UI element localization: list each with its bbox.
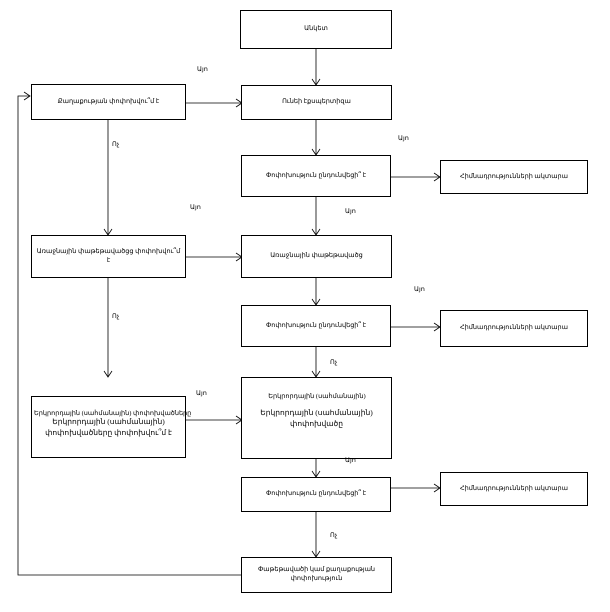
node-result-1-label: Հիմնադրությունների ակտարա <box>459 172 568 180</box>
edge-label-yes-4: Այո <box>345 208 356 215</box>
node-check-accepted-1 <box>241 155 391 197</box>
overlay-secondary-right: Երկրորդային (սահմանային) <box>268 393 366 400</box>
node-secondary-param <box>241 377 392 459</box>
node-question-policy-change <box>31 84 186 120</box>
node-new-expertise <box>241 85 392 120</box>
node-check-accepted-2 <box>241 305 391 347</box>
node-result-3-label: Հիմնադրությունների ակտարա <box>459 484 568 492</box>
overlay-secondary-left: Երկրորդային (սահմանային) փոփոխվածները <box>34 410 192 417</box>
node-primary-param <box>241 235 392 278</box>
edge-label-yes-7: Այո <box>345 457 356 464</box>
edge-label-no-2: Ոչ <box>112 313 120 320</box>
edge-label-yes-2: Այո <box>398 135 409 142</box>
edge-label-yes-5: Այո <box>414 286 425 293</box>
edge-label-no-3: Ոչ <box>330 359 338 366</box>
node-start <box>240 10 392 49</box>
edge-label-yes-1: Այո <box>197 66 208 73</box>
node-check-accepted-3-label: Փոփոխություն ընդունվեցի՞ է <box>265 490 367 498</box>
node-check-accepted-1-label: Փոփոխություն ընդունվեցի՞ է <box>265 171 367 179</box>
node-result-3 <box>440 472 588 506</box>
node-question-primary-param-label: Առաջնային փաթեթավածցց փոփոխվու՞մ է <box>36 247 181 264</box>
node-question-policy-change-label: Քաղաքության փոփոխվու՞մ է <box>57 97 160 105</box>
node-secondary-param-label: Երկրորդային (սահմանային) փոփոխվածը <box>260 407 373 428</box>
node-result-2 <box>440 310 588 347</box>
edge-label-no-4: Ոչ <box>330 532 338 539</box>
edge-label-no-1: Ոչ <box>112 141 120 148</box>
node-check-accepted-3 <box>241 477 391 512</box>
node-end-label: Փաթեթավածի կամ քաղաքության փոփոխություն <box>257 566 376 582</box>
edge-label-yes-3: Այո <box>190 204 201 211</box>
node-start-label: Անկետ <box>304 25 328 33</box>
edge-label-yes-6: Այո <box>196 390 207 397</box>
node-question-secondary-param-label: Երկրորդային (սահմանային) փոփոխվածները փոփոխվու՞մ է <box>45 416 172 437</box>
node-question-secondary-param <box>31 396 192 458</box>
node-primary-param-label: Առաջնային փաթեթավածց <box>270 252 363 260</box>
node-new-expertise-label: Ունեի էքսպերտիզա <box>282 98 351 106</box>
node-result-2-label: Հիմնադրությունների ակտարա <box>459 324 568 332</box>
node-check-accepted-2-label: Փոփոխություն ընդունվեցի՞ է <box>265 321 367 329</box>
node-result-1 <box>440 160 588 194</box>
node-end <box>241 557 392 593</box>
node-question-primary-param <box>31 235 186 278</box>
